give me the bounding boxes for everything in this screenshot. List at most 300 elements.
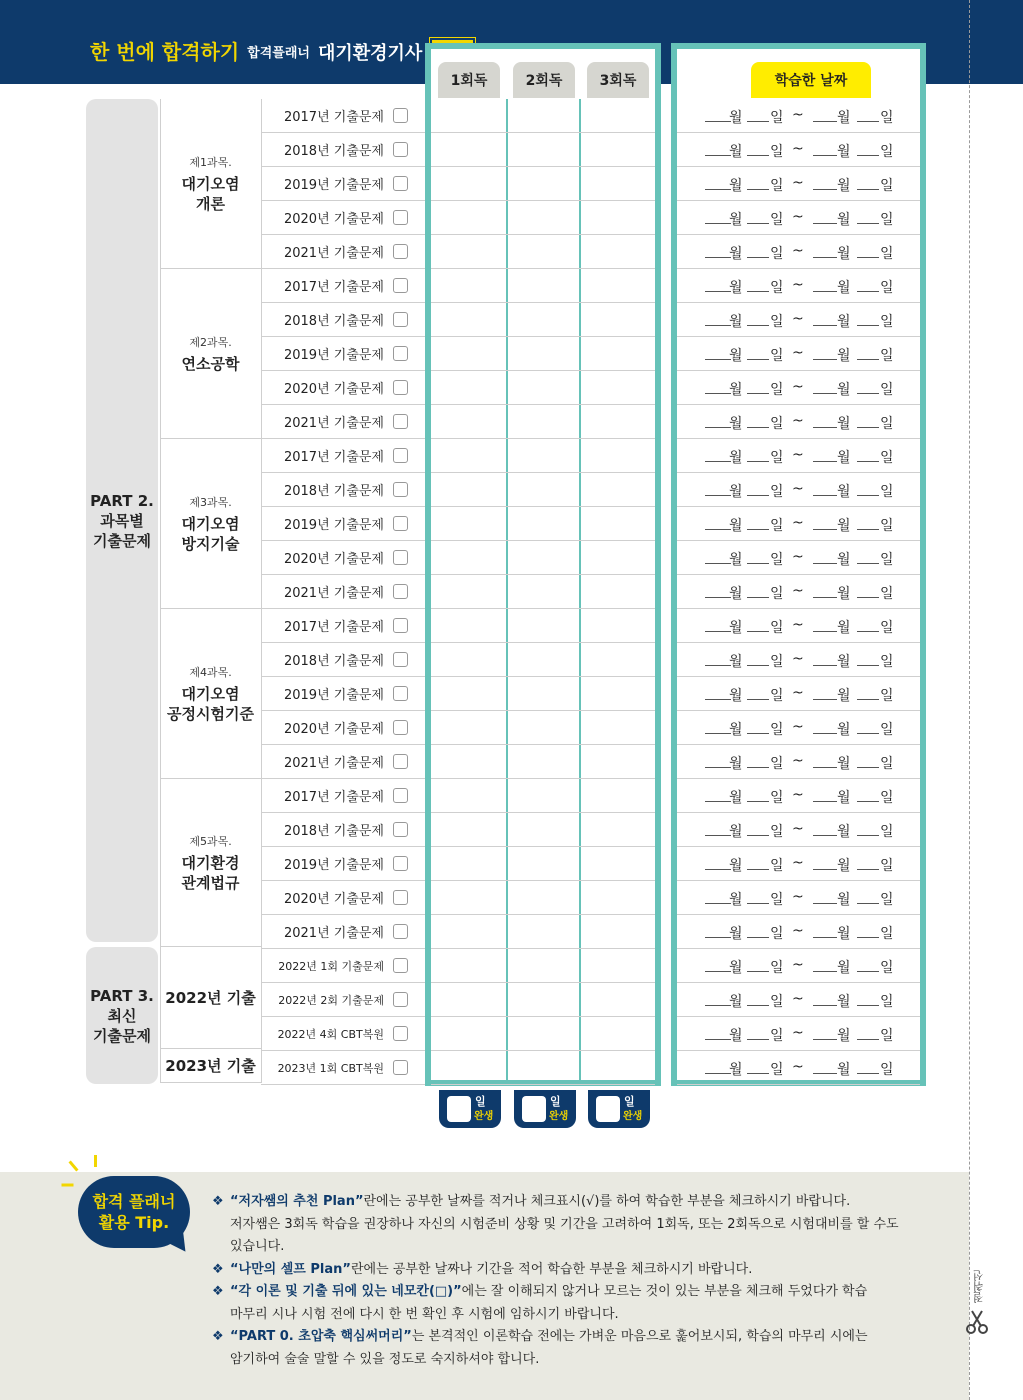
date-blank[interactable] [813,835,837,836]
date-blank[interactable] [857,631,879,632]
date-day-label: 일 [770,110,784,126]
date-blank[interactable] [705,223,731,224]
date-blank[interactable] [857,359,879,360]
date-blank[interactable] [813,495,837,496]
spark-icon [68,1160,78,1171]
done-input-box[interactable] [596,1096,620,1122]
date-blank[interactable] [813,1039,837,1040]
date-row[interactable] [677,201,920,235]
plan-row[interactable] [431,541,655,575]
date-blank[interactable] [813,937,837,938]
date-blank[interactable] [813,325,837,326]
date-blank[interactable] [705,155,731,156]
done-input-box[interactable] [447,1096,471,1122]
plan-row[interactable] [431,983,655,1017]
date-row[interactable] [677,507,920,541]
date-row[interactable] [677,711,920,745]
date-blank[interactable] [705,257,731,258]
subject-divider [160,99,161,1083]
date-day-label: 일 [880,1028,894,1044]
date-month-label: 월 [729,110,743,126]
date-blank[interactable] [857,733,879,734]
date-blank[interactable] [857,1039,879,1040]
part3-line2: 최신 [107,1006,137,1025]
date-row[interactable] [677,269,920,303]
plan-row[interactable] [431,745,655,779]
subject-name-line1: 연소공학 [181,354,240,373]
date-blank[interactable] [747,563,769,564]
date-day-label: 일 [770,450,784,466]
date-blank[interactable] [705,971,731,972]
plan-row[interactable] [431,439,655,473]
subject-5 [160,779,261,947]
date-blank[interactable] [747,1005,769,1006]
date-blank[interactable] [813,699,837,700]
date-row[interactable] [677,371,920,405]
date-blank[interactable] [747,155,769,156]
date-blank[interactable] [747,189,769,190]
date-blank[interactable] [857,1005,879,1006]
plan-row[interactable] [431,1017,655,1051]
row-checkbox[interactable] [393,448,408,463]
part2-line2: 과목별 [100,511,144,530]
date-row[interactable] [677,779,920,813]
date-row[interactable] [677,133,920,167]
date-header: 학습한 날짜 [751,62,871,98]
row-checkbox[interactable] [393,584,408,599]
date-blank[interactable] [857,529,879,530]
date-blank[interactable] [857,291,879,292]
date-day-label: 일 [770,246,784,262]
row-checkbox[interactable] [393,108,408,123]
date-blank[interactable] [747,223,769,224]
date-blank[interactable] [813,903,837,904]
date-month-label: 월 [837,586,851,602]
subject-4 [160,609,261,779]
done-day: 일 [550,1095,561,1108]
plan-row[interactable] [431,167,655,201]
logo: 한 번에 합격하기 [90,39,240,64]
row-checkbox[interactable] [393,924,408,939]
date-blank[interactable] [857,1073,879,1074]
row-checkbox[interactable] [393,720,408,735]
date-blank[interactable] [857,427,879,428]
date-month-label: 월 [837,382,851,398]
row-checkbox[interactable] [393,210,408,225]
date-month-label: 월 [729,722,743,738]
date-blank[interactable] [705,121,731,122]
date-row[interactable] [677,915,920,949]
date-tilde-label: ~ [792,175,804,191]
row-checkbox[interactable] [393,618,408,633]
date-blank[interactable] [747,325,769,326]
row-checkbox[interactable] [393,278,408,293]
date-blank[interactable] [705,835,731,836]
row-checkbox[interactable] [393,652,408,667]
date-day-label: 일 [770,722,784,738]
date-blank[interactable] [705,359,731,360]
plan-row[interactable] [431,643,655,677]
plan-row[interactable] [431,949,655,983]
date-row[interactable] [677,167,920,201]
date-blank[interactable] [857,461,879,462]
plan-row[interactable] [431,337,655,371]
diamond-bullet-icon: ❖ [212,1261,224,1277]
table-row [261,813,428,847]
date-blank[interactable] [813,801,837,802]
date-row[interactable] [677,99,920,133]
date-blank[interactable] [813,223,837,224]
date-month-label: 월 [729,382,743,398]
done-input-box[interactable] [522,1096,546,1122]
date-tilde-label: ~ [792,515,804,531]
row-label: 2020년 기출문제 [283,892,384,907]
date-day-label: 일 [880,348,894,364]
plan-row[interactable] [431,915,655,949]
row-checkbox[interactable] [393,142,408,157]
row-checkbox[interactable] [393,550,408,565]
row-label: 2017년 기출문제 [283,450,384,465]
table-row [261,371,428,405]
date-row[interactable] [677,337,920,371]
date-blank[interactable] [857,767,879,768]
date-day-label: 일 [880,858,894,874]
table-row [261,235,428,269]
date-month-label: 월 [837,212,851,228]
row-checkbox[interactable] [393,686,408,701]
row-checkbox[interactable] [393,856,408,871]
date-blank[interactable] [747,869,769,870]
date-blank[interactable] [747,631,769,632]
tip-item [212,1259,912,1282]
date-blank[interactable] [705,665,731,666]
date-blank[interactable] [857,223,879,224]
plan-row[interactable] [431,133,655,167]
date-row[interactable] [677,473,920,507]
date-blank[interactable] [813,257,837,258]
tip-item [212,1191,912,1259]
tip-highlight: “PART 0. 초압축 핵심써머리” [230,1329,412,1344]
row-checkbox[interactable] [393,312,408,327]
row-checkbox[interactable] [393,958,408,973]
date-blank[interactable] [857,665,879,666]
date-blank[interactable] [705,733,731,734]
date-blank[interactable] [705,1039,731,1040]
date-blank[interactable] [813,869,837,870]
date-blank[interactable] [747,393,769,394]
date-blank[interactable] [857,835,879,836]
tip-highlight: “각 이론 및 기출 뒤에 있는 네모칸(□)” [230,1284,462,1299]
date-blank[interactable] [857,801,879,802]
date-blank[interactable] [857,189,879,190]
date-row[interactable] [677,541,920,575]
done-label: 완생 [549,1111,569,1122]
date-blank[interactable] [857,325,879,326]
row-checkbox[interactable] [393,244,408,259]
part2-line3: 기출문제 [93,531,151,550]
date-blank[interactable] [813,597,837,598]
date-blank[interactable] [813,393,837,394]
row-label: 2020년 기출문제 [283,722,384,737]
date-row[interactable] [677,1017,920,1051]
date-blank[interactable] [705,529,731,530]
date-blank[interactable] [813,1005,837,1006]
date-blank[interactable] [813,665,837,666]
subject-name-line2: 개론 [196,194,225,213]
date-blank[interactable] [857,699,879,700]
date-blank[interactable] [813,529,837,530]
plan-row[interactable] [431,507,655,541]
row-checkbox[interactable] [393,482,408,497]
date-blank[interactable] [813,155,837,156]
subject-name-line2: 방지기술 [181,534,240,553]
date-row[interactable] [677,677,920,711]
table-row [261,541,428,575]
date-blank[interactable] [747,495,769,496]
date-month-label: 월 [837,1062,851,1078]
date-blank[interactable] [747,1073,769,1074]
row-checkbox[interactable] [393,516,408,531]
row-checkbox[interactable] [393,380,408,395]
date-blank[interactable] [857,869,879,870]
date-row[interactable] [677,303,920,337]
date-row[interactable] [677,813,920,847]
row-label: 2020년 기출문제 [283,382,384,397]
date-blank[interactable] [705,903,731,904]
date-month-label: 월 [729,1062,743,1078]
date-blank[interactable] [857,563,879,564]
date-blank[interactable] [813,631,837,632]
subject-1 [160,99,261,269]
row-checkbox[interactable] [393,992,408,1007]
date-blank[interactable] [747,903,769,904]
date-blank[interactable] [813,461,837,462]
page-title: 대기환경기사 [317,42,423,64]
spark-icon [62,1184,74,1187]
subject-3 [160,439,261,609]
date-day-label: 일 [880,756,894,772]
subject-name-line1: 2023년 기출 [165,1056,256,1075]
date-blank[interactable] [705,325,731,326]
date-blank[interactable] [813,359,837,360]
tip-text2: 저자쌤은 3회독 학습을 권장하나 자신의 시험준비 상황 및 기간을 고려하여 1회독, 또는 2회독으로 시험대비를 할 수도 있습니다. [230,1216,899,1254]
date-blank[interactable] [705,937,731,938]
row-label: 2021년 기출문제 [283,246,384,261]
date-blank[interactable] [705,767,731,768]
date-blank[interactable] [813,189,837,190]
date-blank[interactable] [747,257,769,258]
row-checkbox[interactable] [393,176,408,191]
date-day-label: 일 [770,858,784,874]
date-blank[interactable] [705,393,731,394]
col-header-1: 1회독 [438,62,500,98]
date-blank[interactable] [857,937,879,938]
row-label: 2018년 기출문제 [283,824,384,839]
diamond-bullet-icon: ❖ [212,1284,224,1299]
date-row[interactable] [677,643,920,677]
row-checkbox[interactable] [393,754,408,769]
plan-row[interactable] [431,99,655,133]
date-month-label: 월 [837,756,851,772]
date-month-label: 월 [837,926,851,942]
date-blank[interactable] [747,665,769,666]
date-month-label: 월 [729,280,743,296]
date-row[interactable] [677,609,920,643]
date-row[interactable] [677,983,920,1017]
row-checkbox[interactable] [393,890,408,905]
date-month-label: 월 [729,212,743,228]
date-blank[interactable] [705,699,731,700]
row-checkbox[interactable] [393,414,408,429]
date-blank[interactable] [813,1073,837,1074]
plan-row[interactable] [431,1051,655,1085]
date-row[interactable] [677,575,920,609]
date-blank[interactable] [747,427,769,428]
date-row[interactable] [677,405,920,439]
plan-row[interactable] [431,881,655,915]
date-month-label: 월 [837,314,851,330]
date-blank[interactable] [747,121,769,122]
plan-row[interactable] [431,473,655,507]
date-blank[interactable] [705,597,731,598]
date-row[interactable] [677,439,920,473]
date-month-label: 월 [729,586,743,602]
subject-2 [160,269,261,439]
date-month-label: 월 [729,620,743,636]
date-blank[interactable] [813,733,837,734]
date-blank[interactable] [747,971,769,972]
date-blank[interactable] [857,257,879,258]
table-row [261,405,428,439]
date-blank[interactable] [813,291,837,292]
plan-row[interactable] [431,813,655,847]
row-label: 2019년 기출문제 [283,858,384,873]
plan-row[interactable] [431,235,655,269]
date-blank[interactable] [705,801,731,802]
row-checkbox[interactable] [393,346,408,361]
date-day-label: 일 [770,348,784,364]
date-blank[interactable] [857,121,879,122]
row-checkbox[interactable] [393,788,408,803]
date-tilde-label: ~ [792,345,804,361]
table-row [261,337,428,371]
date-blank[interactable] [747,699,769,700]
date-month-label: 월 [729,892,743,908]
subject-number: 제3과목. [189,495,232,509]
date-day-label: 일 [880,994,894,1010]
date-blank[interactable] [705,495,731,496]
date-blank[interactable] [857,597,879,598]
date-blank[interactable] [813,971,837,972]
plan-row[interactable] [431,677,655,711]
date-tilde-label: ~ [792,923,804,939]
row-label: 2019년 기출문제 [283,348,384,363]
date-blank[interactable] [747,529,769,530]
table-row [261,847,428,881]
plan-row[interactable] [431,711,655,745]
date-blank[interactable] [813,563,837,564]
date-blank[interactable] [747,767,769,768]
date-day-label: 일 [770,654,784,670]
date-blank[interactable] [857,495,879,496]
date-day-label: 일 [770,518,784,534]
date-day-label: 일 [880,450,894,466]
date-day-label: 일 [770,960,784,976]
date-month-label: 월 [729,926,743,942]
date-tilde-label: ~ [792,549,804,565]
plan-row[interactable] [431,575,655,609]
date-blank[interactable] [747,835,769,836]
plan-row[interactable] [431,847,655,881]
date-blank[interactable] [747,801,769,802]
col-header-3: 3회독 [587,62,649,98]
date-blank[interactable] [705,291,731,292]
plan-row[interactable] [431,405,655,439]
date-blank[interactable] [747,461,769,462]
table-row [261,915,428,949]
tip-title-line1: 합격 플래너 [92,1192,176,1211]
date-blank[interactable] [747,597,769,598]
date-blank[interactable] [813,121,837,122]
plan-row[interactable] [431,371,655,405]
plan-row[interactable] [431,201,655,235]
spark-icon [94,1155,97,1167]
table-row [261,643,428,677]
date-blank[interactable] [705,563,731,564]
date-month-label: 월 [729,348,743,364]
date-blank[interactable] [705,461,731,462]
date-blank[interactable] [747,937,769,938]
date-blank[interactable] [747,733,769,734]
row-checkbox[interactable] [393,1026,408,1041]
date-blank[interactable] [705,631,731,632]
plan-row[interactable] [431,269,655,303]
row-checkbox[interactable] [393,1060,408,1075]
tip-item [212,1281,912,1326]
date-day-label: 일 [770,688,784,704]
date-blank[interactable] [747,1039,769,1040]
date-blank[interactable] [705,1073,731,1074]
date-row[interactable] [677,235,920,269]
date-blank[interactable] [705,189,731,190]
date-blank[interactable] [857,155,879,156]
row-checkbox[interactable] [393,822,408,837]
date-row[interactable] [677,847,920,881]
table-row [261,201,428,235]
plan-row[interactable] [431,779,655,813]
row-label: 2018년 기출문제 [283,144,384,159]
date-blank[interactable] [857,903,879,904]
date-blank[interactable] [705,869,731,870]
date-blank[interactable] [857,393,879,394]
date-row[interactable] [677,949,920,983]
date-blank[interactable] [813,767,837,768]
date-tilde-label: ~ [792,651,804,667]
date-blank[interactable] [857,971,879,972]
date-row[interactable] [677,1051,920,1085]
date-blank[interactable] [747,291,769,292]
plan-row[interactable] [431,609,655,643]
date-blank[interactable] [705,427,731,428]
plan-row[interactable] [431,303,655,337]
date-blank[interactable] [813,427,837,428]
date-row[interactable] [677,881,920,915]
table-row [261,1051,428,1085]
date-blank[interactable] [747,359,769,360]
date-blank[interactable] [705,1005,731,1006]
date-row[interactable] [677,745,920,779]
done-badge-1 [439,1090,501,1128]
